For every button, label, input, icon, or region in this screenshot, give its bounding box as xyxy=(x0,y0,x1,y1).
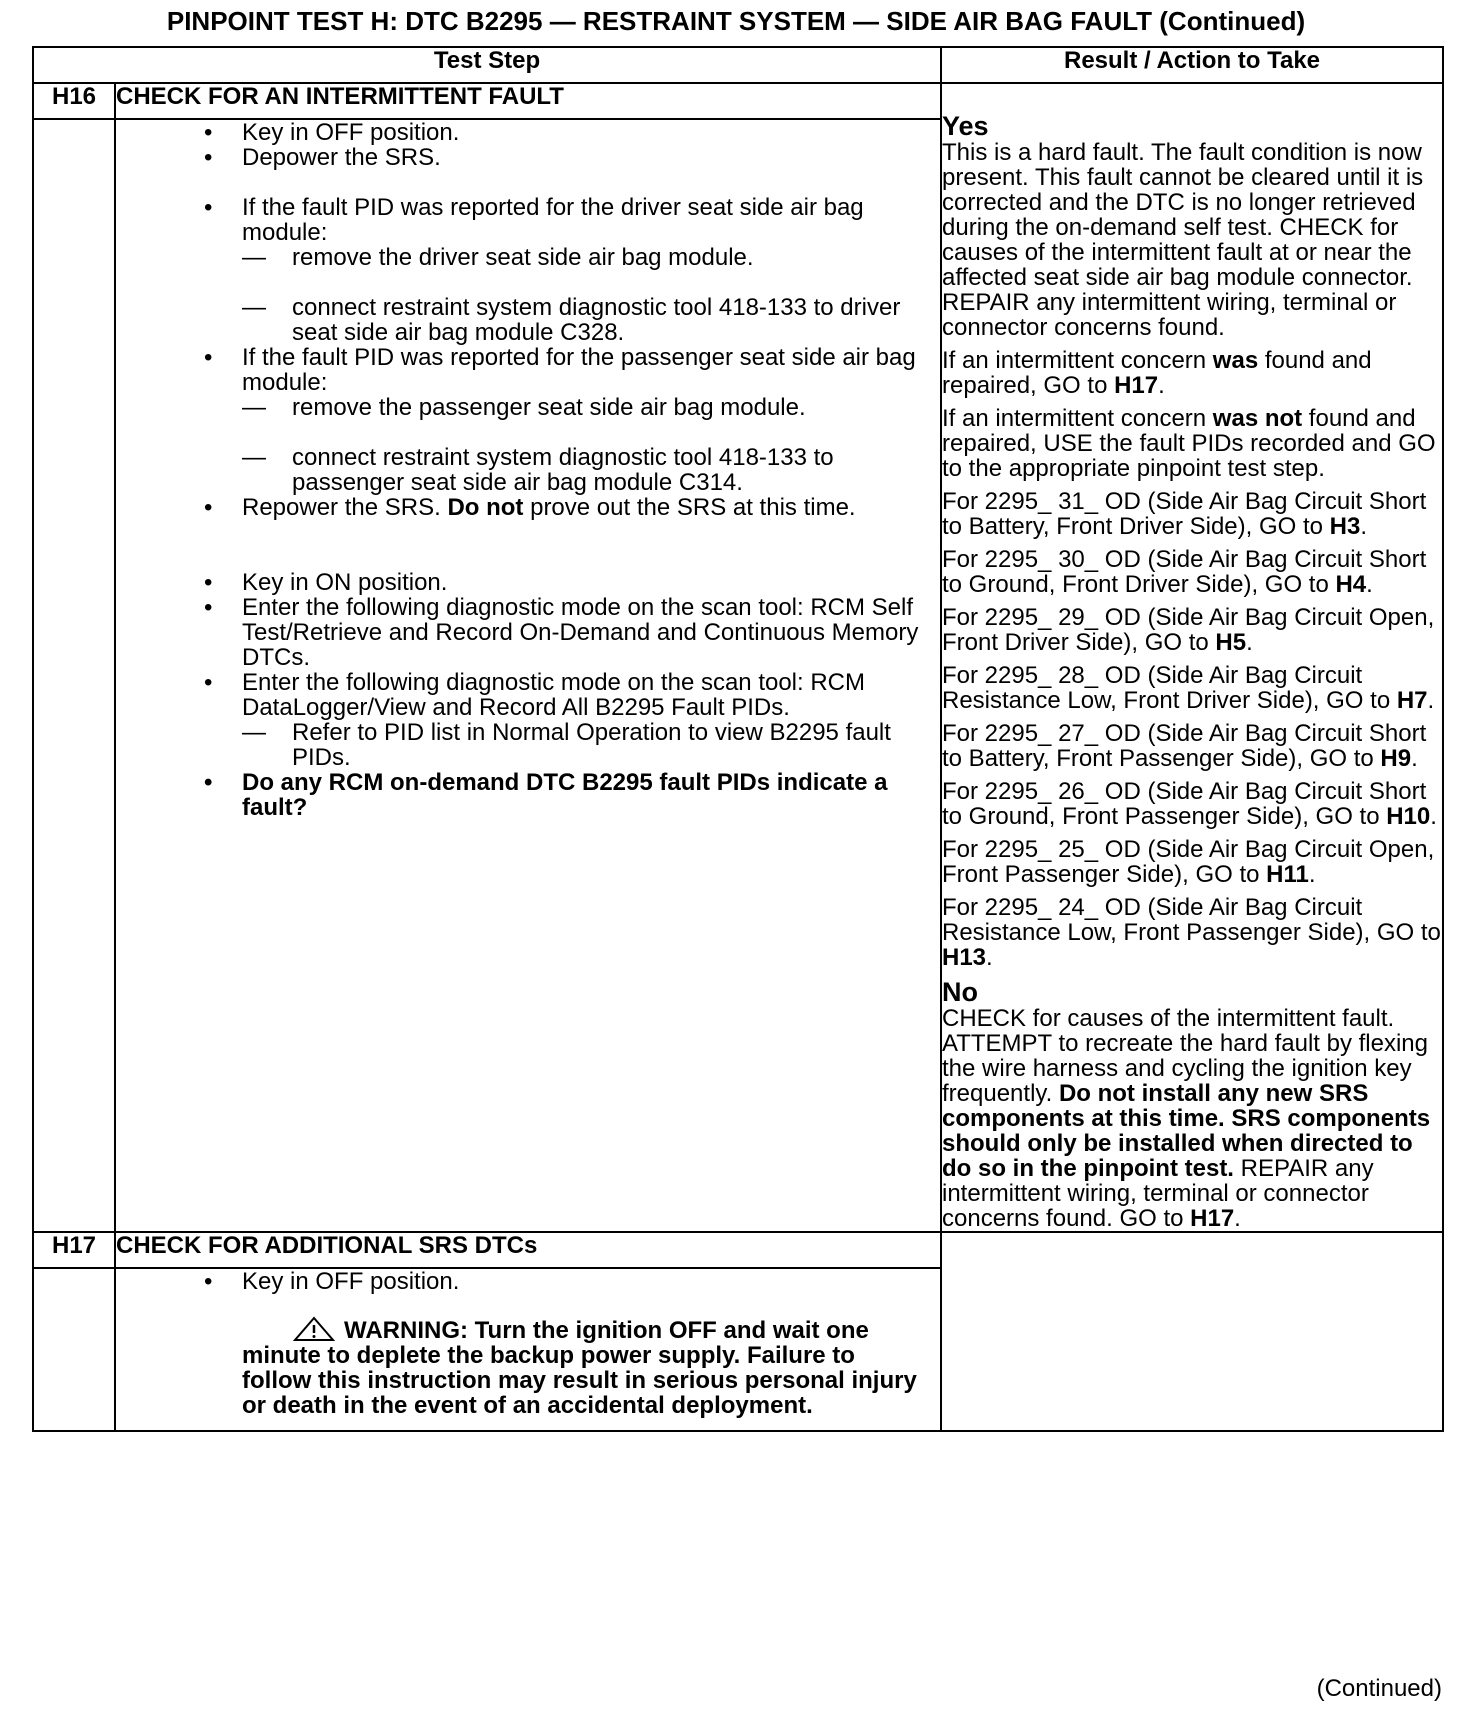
yes-heading: Yes xyxy=(942,111,989,141)
list-item: • Enter the following diagnostic mode on the scan tool: RCM Self Test/Retrieve and Record On-Demand and Continuous Memory DTCs. xyxy=(204,594,919,671)
warning-block xyxy=(116,1316,940,1418)
page-title: PINPOINT TEST H: DTC B2295 — RESTRAINT SYSTEM — SIDE AIR BAG FAULT (Continued) xyxy=(166,6,1306,36)
step-title: CHECK FOR AN INTERMITTENT FAULT xyxy=(115,83,941,119)
code-27-text: For 2295_ 27_ OD (Side Air Bag Circuit Short to Battery, Front Passenger Side), GO to H9. xyxy=(942,720,1427,772)
step-title: CHECK FOR ADDITIONAL SRS DTCs xyxy=(115,1232,941,1268)
list-item-question: • Do any RCM on-demand DTC B2295 fault PIDs indicate a fault? xyxy=(204,769,888,821)
result-cell-h16 xyxy=(941,83,1443,1232)
list-item: • If the fault PID was reported for the passenger seat side air bag module: xyxy=(204,344,916,396)
goto-h17-link: H17 xyxy=(1114,372,1159,399)
pinpoint-test-table xyxy=(32,46,1444,1432)
step-h17-title-row xyxy=(33,1232,1443,1268)
result-cell-h17 xyxy=(941,1232,1443,1431)
result-header: Result / Action to Take xyxy=(941,47,1443,83)
warning-text: WARNING: Turn the ignition OFF and wait one minute to deplete the backup power supply. Failure to follow this instruction may result in serious personal injury or death in the event of an accidental deployment. xyxy=(242,1317,917,1419)
code-30-text: For 2295_ 30_ OD (Side Air Bag Circuit Short to Ground, Front Driver Side), GO to H4. xyxy=(942,546,1427,598)
list-item: • Key in ON position. xyxy=(204,569,448,596)
code-26-text: For 2295_ 26_ OD (Side Air Bag Circuit Short to Ground, Front Passenger Side), GO to H10. xyxy=(942,778,1437,830)
step-h16-title-row xyxy=(33,83,1443,119)
sub-list-item: — Refer to PID list in Normal Operation to view B2295 fault PIDs. xyxy=(242,719,891,771)
step-id: H16 xyxy=(33,83,115,119)
warning-triangle-icon xyxy=(292,1316,336,1342)
sub-list-item: — connect restraint system diagnostic tool 418-133 to driver seat side air bag module C328. xyxy=(242,294,901,346)
code-28-text: For 2295_ 28_ OD (Side Air Bag Circuit Resistance Low, Front Driver Side), GO to H7. xyxy=(942,662,1435,714)
step-h17-body xyxy=(115,1268,941,1431)
list-item: • Depower the SRS. xyxy=(204,144,441,171)
code-25-text: For 2295_ 25_ OD (Side Air Bag Circuit Open, Front Passenger Side), GO to H11. xyxy=(942,836,1435,888)
list-item: • Key in OFF position. xyxy=(204,1268,460,1295)
test-step-header: Test Step xyxy=(33,47,941,83)
list-item: • If the fault PID was reported for the driver seat side air bag module: xyxy=(204,194,864,246)
code-31-text: For 2295_ 31_ OD (Side Air Bag Circuit Short to Battery, Front Driver Side), GO to H3. xyxy=(942,488,1427,540)
sub-list-item: — connect restraint system diagnostic tool 418-133 to passenger seat side air bag module C314. xyxy=(242,444,834,496)
step-h16-body xyxy=(115,119,941,1232)
list-item: • Enter the following diagnostic mode on the scan tool: RCM DataLogger/View and Record All B2295 Fault PIDs. xyxy=(204,669,866,721)
sub-list-item: — remove the passenger seat side air bag module. xyxy=(242,394,806,421)
yes-text: This is a hard fault. The fault condition is now present. This fault cannot be cleared until it is corrected and the DTC is no longer retrieved during the on-demand self test. CHECK for causes of the intermittent fault at or near the affected seat side air bag module connector. REPAIR any intermittent wiring, terminal or connector concerns found. xyxy=(942,139,1424,341)
no-text: CHECK for causes of the intermittent fault. ATTEMPT to recreate the hard fault by flexing the wire harness and cycling the ignition key frequently. Do not install any new SRS components at this time. SRS components should only be installed when directed to do so in the pinpoint test. REPAIR any intermittent wiring, terminal or connector concerns found. GO to H17. xyxy=(942,1005,1431,1232)
found-text: If an intermittent concern was found and repaired, GO to H17. xyxy=(942,347,1372,399)
code-29-text: For 2295_ 29_ OD (Side Air Bag Circuit Open, Front Driver Side), GO to H5. xyxy=(942,604,1435,656)
continued-label: (Continued) xyxy=(1316,1675,1442,1702)
list-item: • Repower the SRS. Do not prove out the SRS at this time. xyxy=(204,494,856,521)
list-item: • Key in OFF position. xyxy=(204,119,460,146)
code-24-text: For 2295_ 24_ OD (Side Air Bag Circuit Resistance Low, Front Passenger Side), GO to H13. xyxy=(942,894,1441,971)
sub-list-item: — remove the driver seat side air bag module. xyxy=(242,244,754,271)
no-heading: No xyxy=(942,977,978,1007)
not-found-text: If an intermittent concern was not found and repaired, USE the fault PIDs recorded and GO to the appropriate pinpoint test step. xyxy=(942,405,1436,482)
step-id: H17 xyxy=(33,1232,115,1268)
table-header-row xyxy=(33,47,1443,83)
